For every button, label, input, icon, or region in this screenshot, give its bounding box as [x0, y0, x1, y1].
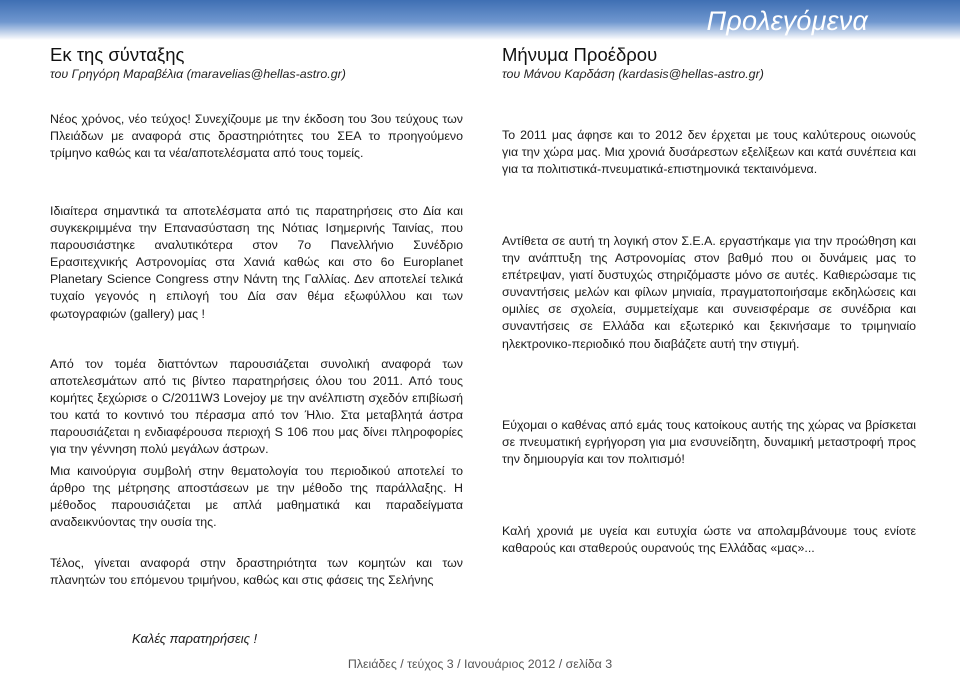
editorial-paragraph-3: Από τον τομέα διαττόντων παρουσιάζεται συνολική αναφορά των αποτελεσμάτων από τις βίντεο παρατηρήσεις όλου του 2011. Από τους κομήτες ξεχώρισε ο C/2011W3 Lovejoy με την ανέλπιστη σχεδόν επιβίωσή του κατά το κοντινό του πέρασμα από τον Ήλιο. Στα μεταβλητά άστρα παρουσιάζεται η ενδιαφέρουσα περιοχή S 106 που μας δίνει πληροφορίες για την γέννηση πολύ μεγάλων άστρων. [50, 357, 463, 457]
president-paragraph-2: Αντίθετα σε αυτή τη λογική στον Σ.Ε.Α. εργαστήκαμε για την προώθηση και την ανάπτυξη της Αστρονομίας στον βαθμό που οι δυνάμεις μας το επέτρεψαν, γιατί δυστυχώς στηριζόμαστε μόνο σε αυτές. Καθιερώσαμε τις συναντήσεις μελών και φίλων μηνιαία, πραγματοποιήσαμε εκδηλώσεις και ομιλίες σε σχολεία, συμμετείχαμε και συνεισφέραμε σε συνέδρια και συναντήσεις σε Ελλάδα και εξωτερικό και ξεκινήσαμε το τριμηνιαίο ηλεκτρονικο-περιοδικό που διαβάζετε αυτή την στιγμή. [502, 234, 916, 351]
president-paragraph-1: Το 2011 μας άφησε και το 2012 δεν έρχεται με τους καλύτερους οιωνούς για την χώρα μας. Μια χρονιά δυσάρεστων εξελίξεων και κατά συνέπεια και για τα πολιτιστικά-πνευματικά-επιστημονικά τεκταινόμενα. [502, 128, 916, 177]
footer-text: Πλειάδες / τεύχος 3 / Ιανουάριος 2012 / σελίδα 3 [347, 657, 613, 671]
section-title: Προλεγόμενα [706, 6, 868, 36]
editorial-header [50, 44, 346, 82]
page-footer [0, 657, 960, 671]
editorial-paragraph-5: Τέλος, γίνεται αναφορά στην δραστηριότητα των κομητών και των πλανητών του επόμενου τριμήνου, καθώς και στις φάσεις της Σελήνης [50, 556, 463, 588]
president-heading: Μήνυμα Προέδρου [502, 44, 658, 65]
editorial-byline: του Γρηγόρη Μαραβέλια (maravelias@hellas-astro.gr) [50, 67, 346, 81]
president-byline: του Μάνου Καρδάση (kardasis@hellas-astro.gr) [502, 67, 764, 81]
editorial-heading: Εκ της σύνταξης [50, 44, 185, 65]
signoff: Καλές παρατηρήσεις ! [132, 631, 258, 646]
president-header [502, 44, 764, 82]
editorial-paragraph-2: Ιδιαίτερα σημαντικά τα αποτελέσματα από τις παρατηρήσεις στο Δία και συγκεκριμμένα την Επανασύσταση της Νότιας Ισημερινής Ταινίας, που παρουσιάστηκε αναλυτικότερα στον 7ο Πανελλήνιο Συνέδριο Ερασιτεχνικής Αστρονομίας στα Χανιά καθώς και στο 6ο Europlanet Planetary Science Congress στην Νάντη της Γαλλίας. Δεν αποτελεί τελικά τυχαίο γεγονός η επιλογή του Δία σαν θέμα εξωφύλλου και των φωτογραφιών (gallery) μας ! [50, 204, 463, 321]
president-paragraph-4: Καλή χρονιά με υγεία και ευτυχία ώστε να απολαμβάνουμε τους ενίοτε καθαρούς και σταθερούς ουρανούς της Ελλάδας «μας»... [502, 524, 916, 556]
editorial-paragraph-1: Νέος χρόνος, νέο τεύχος! Συνεχίζουμε με την έκδοση του 3ου τεύχους των Πλειάδων με αναφορά στις δραστηριότητες του ΣΕΑ το προηγούμενο τρίμηνο καθώς και τα νέα/αποτελέσματα από τους τομείς. [50, 112, 463, 161]
president-paragraph-3: Εύχομαι ο καθένας από εμάς τους κατοίκους αυτής της χώρας να βρίσκεται σε πνευματική εγρήγορση για μια ενσυνείδητη, δυναμική μεταστροφή προς την δημιουργία και τον πολιτισμό! [502, 418, 916, 467]
editorial-paragraph-4: Μια καινούργια συμβολή στην θεματολογία του περιοδικού αποτελεί το άρθρο της μέτρησης αποστάσεων με την μέθοδο της παράλλαξης. Η μέθοδος παρουσιάζεται με απλά μαθηματικά και παραδείγματα αναδεικνύοντας την ουσία της. [50, 464, 463, 530]
